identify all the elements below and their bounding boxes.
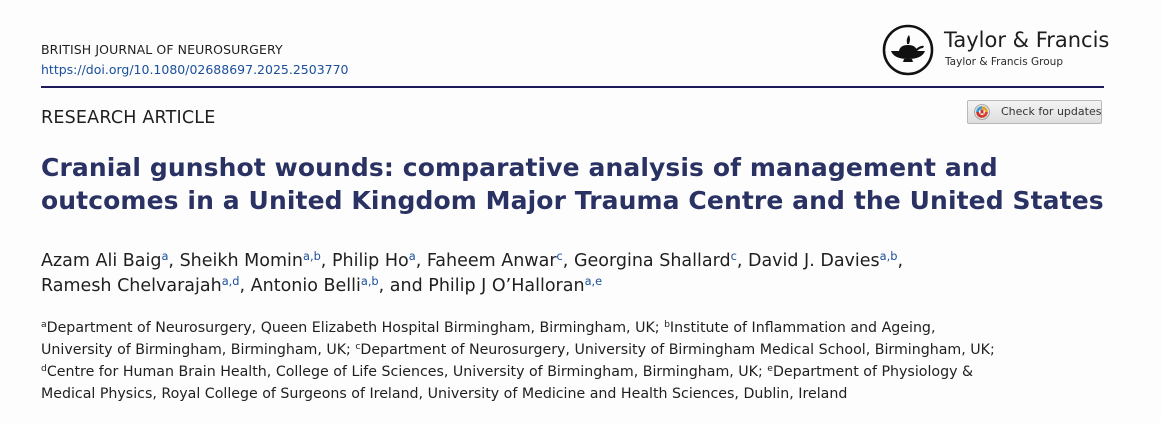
author[interactable]: Azam Ali Baig$^a$ — [41, 248, 169, 271]
author-line-2: Ramesh Chelvarajah$^{a,d}$, Antonio Belli$^{a,b}$, and Philip J O’Halloran$^{a,e}$ — [41, 273, 603, 296]
publisher-name: Taylor & Francis — [944, 28, 1110, 52]
article-type: RESEARCH ARTICLE — [41, 108, 216, 128]
article-title — [41, 151, 1104, 217]
check-for-updates-button[interactable] — [967, 100, 1102, 124]
author-line-1: Azam Ali Baig$^a$, Sheikh Momin$^{a,b}$, Philip Ho$^a$, Faheem Anwar$^c$, Georgina Shallard$^c$, David J. Davies$^{a,b}$, — [41, 248, 904, 271]
author[interactable]: Antonio Belli$^{a,b}$ — [250, 273, 379, 296]
author[interactable]: Faheem Anwar$^c$ — [426, 248, 563, 271]
oil-lamp-icon — [882, 24, 934, 76]
author[interactable]: Georgina Shallard$^c$ — [573, 248, 737, 271]
publisher-group: Taylor & Francis Group — [945, 56, 1063, 68]
journal-name: BRITISH JOURNAL OF NEUROSURGERY — [41, 42, 283, 57]
affiliation-line-2: University of Birmingham, Birmingham, UK; $^c$Department of Neurosurgery, University of Birmingham Medical School, Birmingham, UK; — [41, 340, 995, 358]
header-divider — [41, 86, 1104, 88]
publisher-logo[interactable] — [882, 24, 1112, 78]
author[interactable]: and Philip J O’Halloran$^{a,e}$ — [389, 273, 603, 296]
affiliation-line-3: $^d$Centre for Human Brain Health, College of Life Sciences, University of Birmingham, Birmingham, UK; $^e$Department of Physiology & — [41, 362, 974, 380]
crossmark-icon — [974, 104, 990, 120]
author[interactable]: David J. Davies$^{a,b}$ — [747, 248, 898, 271]
affiliation-line-4: Medical Physics, Royal College of Surgeons of Ireland, University of Medicine and Health Sciences, Dublin, Ireland — [41, 386, 848, 402]
check-for-updates-label: Check for updates — [1001, 105, 1102, 118]
doi-link[interactable]: https://doi.org/10.1080/02688697.2025.2503770 — [41, 62, 349, 77]
author[interactable]: Philip Ho$^a$ — [331, 248, 416, 271]
title-line-2: outcomes in a United Kingdom Major Trauma Centre and the United States — [41, 186, 1104, 215]
affiliation-line-1: $^a$Department of Neurosurgery, Queen Elizabeth Hospital Birmingham, Birmingham, UK; $^b$Institute of Inflammation and Ageing, — [41, 318, 936, 336]
author[interactable]: Ramesh Chelvarajah$^{a,d}$ — [41, 273, 240, 296]
author[interactable]: Sheikh Momin$^{a,b}$ — [179, 248, 321, 271]
author-list — [41, 249, 903, 299]
affiliations — [41, 317, 995, 405]
title-line-1: Cranial gunshot wounds: comparative analysis of management and — [41, 153, 998, 182]
